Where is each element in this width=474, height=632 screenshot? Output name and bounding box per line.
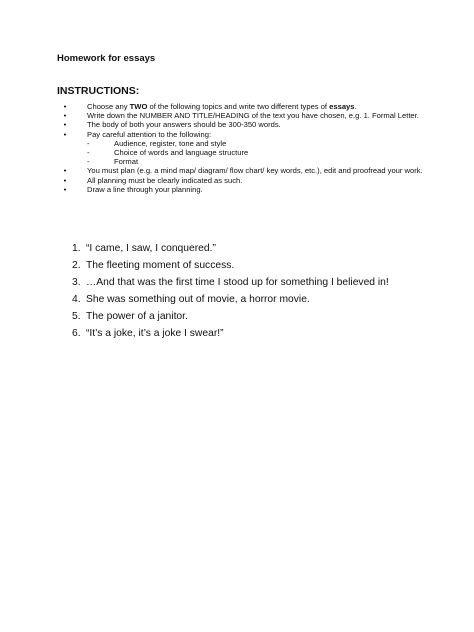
topic-number: 2. [72,260,81,271]
sublist-text: Format [114,157,139,167]
document-title: Homework for essays [57,53,156,64]
topic-number: 5. [72,311,81,322]
sublist-text: Audience, register, tone and style [114,138,227,148]
topic-text: The fleeting moment of success. [86,260,235,271]
instruction-text: . [354,102,357,111]
bullet-icon: • [63,184,67,194]
topic-text: She was something out of movie, a horror movie. [86,294,310,305]
bullet-icon: • [63,102,67,111]
sublist-item [87,157,428,166]
instruction-text: All planning must be clearly indicated as such. [87,175,243,185]
topic-text: The power of a janitor. [86,311,188,322]
instruction-item [60,111,428,120]
topic-item [72,325,452,342]
instruction-text: Choose any [87,102,130,111]
instruction-sublist [87,139,428,167]
topic-item [72,257,452,274]
topic-text: “I came, I saw, I conquered.” [86,243,216,254]
bullet-icon: • [63,111,67,121]
dash-marker: - [87,138,90,148]
essay-topics-list [72,240,452,342]
topic-item [72,274,452,291]
topic-number: 4. [72,294,81,305]
instruction-emphasis: essays [329,102,355,111]
instruction-text: You must plan (e.g. a mind map/ diagram/ flow chart/ key words, etc.), edit and proofread your work. [87,166,423,176]
bullet-icon: • [63,120,67,130]
bullet-icon: • [63,129,67,139]
instruction-item [60,185,428,194]
bullet-icon: • [63,175,67,185]
instruction-text: Write down the NUMBER AND TITLE/HEADING of the text you have chosen, e.g. 1. Formal Letter. [87,111,419,121]
instructions-heading: INSTRUCTIONS: [57,85,140,97]
topic-item [72,291,452,308]
instruction-text: of the following topics and write two different types of [147,102,330,111]
instruction-text: The body of both your answers should be 300-350 words. [87,120,281,130]
topic-number: 3. [72,277,81,288]
sublist-item [87,148,428,157]
instruction-item [60,130,428,167]
topic-number: 6. [72,328,81,339]
sublist-item [87,139,428,148]
sublist-text: Choice of words and language structure [114,148,249,158]
dash-marker: - [87,157,90,167]
instruction-item [60,176,428,185]
topic-item [72,308,452,325]
instruction-item [60,166,428,175]
instructions-list [60,102,428,194]
topic-item [72,240,452,257]
dash-marker: - [87,148,90,158]
instruction-emphasis: TWO [129,102,148,111]
topic-text: …And that was the first time I stood up for something I believed in! [86,277,389,288]
instruction-text: Draw a line through your planning. [87,184,203,194]
topic-number: 1. [72,243,81,254]
instruction-item [60,120,428,129]
instruction-item [60,102,428,111]
instruction-text: Pay careful attention to the following: [87,129,212,139]
bullet-icon: • [63,166,67,176]
topic-text: “It’s a joke, it’s a joke I swear!” [86,328,224,339]
